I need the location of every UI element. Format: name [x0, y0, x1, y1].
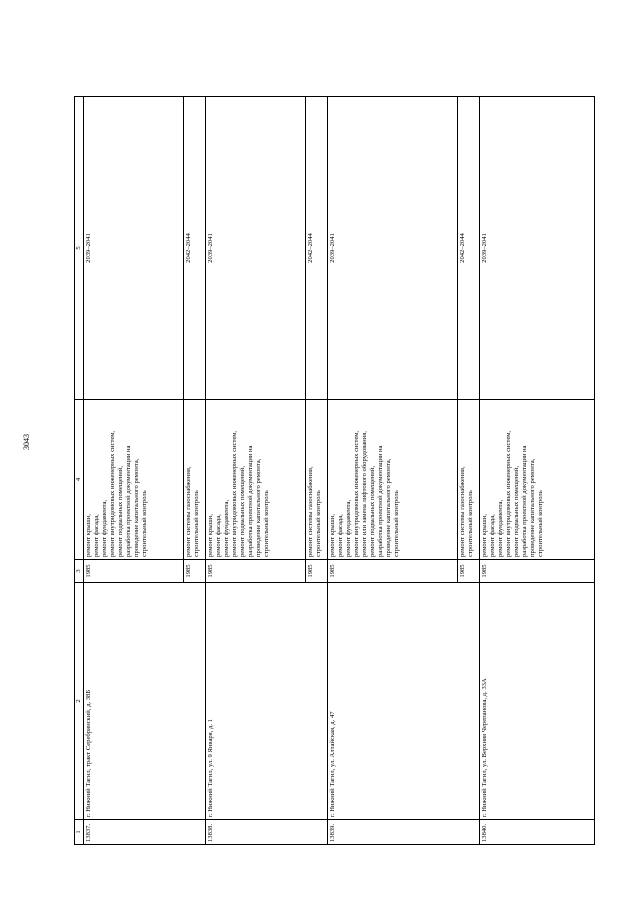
col-header-3: 3 [75, 560, 84, 583]
work-item: проведение капитального ремонта, [255, 458, 262, 557]
work-item: строительный контроль [193, 490, 200, 557]
cell-year: 1985 [306, 560, 328, 583]
work-item: ремонт крыши, [481, 514, 488, 557]
cell-works [184, 400, 206, 560]
table-body [84, 97, 595, 845]
cell-year: 1985 [184, 560, 206, 583]
cell-address: г. Нижний Тагил, ул. Алтайская, д. 47 [328, 583, 480, 820]
cell-number: 13838. [206, 820, 328, 845]
column-number-row [75, 97, 84, 845]
work-item: ремонт внутридомовых инженерных систем, [109, 430, 116, 557]
work-item: ремонт подвальных помещений, [239, 466, 246, 557]
work-item: ремонт системы газоснабжения, [307, 466, 314, 557]
work-item: строительный контроль [537, 490, 544, 557]
cell-number: 13839. [328, 820, 480, 845]
work-item: строительный контроль [315, 490, 322, 557]
work-item: ремонт фундамента, [497, 499, 504, 557]
table-row [206, 97, 306, 845]
work-item: ремонт крыши, [329, 514, 336, 557]
col-header-4: 4 [75, 400, 84, 560]
work-item: ремонт подвальных помещений, [513, 466, 520, 557]
work-item: строительный контроль [141, 490, 148, 557]
work-item: проведение капитального ремонта, [133, 458, 140, 557]
work-item: строительный контроль [467, 490, 474, 557]
col-header-5: 5 [75, 97, 84, 400]
work-item: ремонт фасада, [215, 514, 222, 557]
work-item: строительный контроль [263, 490, 270, 557]
work-item: ремонт или замена лифтового оборудования, [361, 431, 368, 557]
cell-period: 2042–2044 [184, 97, 206, 400]
cell-works [480, 400, 595, 560]
work-item: разработка проектной документации на [125, 445, 132, 557]
cell-period: 2039–2041 [206, 97, 306, 400]
work-item: разработка проектной документации на [521, 445, 528, 557]
cell-year: 1985 [84, 560, 184, 583]
work-item: ремонт крыши, [85, 514, 92, 557]
work-item: проведение капитального ремонта, [529, 458, 536, 557]
work-item: ремонт внутридомовых инженерных систем, [353, 430, 360, 557]
cell-year: 1985 [328, 560, 458, 583]
work-item: ремонт крыши, [207, 514, 214, 557]
work-item: ремонт системы газоснабжения, [185, 466, 192, 557]
work-item: ремонт фундамента, [345, 499, 352, 557]
cell-year: 1985 [458, 560, 480, 583]
work-item: разработка проектной документации на [377, 445, 384, 557]
table-row [480, 97, 595, 845]
cell-works [458, 400, 480, 560]
table-row [84, 97, 184, 845]
work-item: проведение капитального ремонта, [385, 458, 392, 557]
cell-address: г. Нижний Тагил, ул. 9 Января, д. 1 [206, 583, 328, 820]
work-item: ремонт подвальных помещений, [369, 466, 376, 557]
work-item: строительный контроль [393, 490, 400, 557]
cell-works [206, 400, 306, 560]
cell-number: 13837. [84, 820, 206, 845]
work-item: ремонт внутридомовых инженерных систем, [505, 430, 512, 557]
repair-schedule-table [74, 96, 595, 845]
table-row [328, 97, 458, 845]
cell-period: 2042–2044 [306, 97, 328, 400]
cell-number: 13840. [480, 820, 595, 845]
work-item: ремонт подвальных помещений, [117, 466, 124, 557]
cell-address: г. Нижний Тагил, ул. Верхняя Черепанова, д. 33А [480, 583, 595, 820]
cell-period: 2039–2041 [328, 97, 458, 400]
cell-period: 2039–2041 [480, 97, 595, 400]
work-item: ремонт внутридомовых инженерных систем, [231, 430, 238, 557]
work-item: ремонт фундамента, [223, 499, 230, 557]
work-item: разработка проектной документации на [247, 445, 254, 557]
cell-year: 1985 [480, 560, 595, 583]
col-header-2: 2 [75, 583, 84, 820]
work-item: ремонт фасада, [489, 514, 496, 557]
cell-works [328, 400, 458, 560]
cell-period: 2042–2044 [458, 97, 480, 400]
cell-works [306, 400, 328, 560]
col-header-1: 1 [75, 820, 84, 845]
cell-works [84, 400, 184, 560]
cell-address: г. Нижний Тагил, тракт Серебрянский, д. 38Б [84, 583, 206, 820]
page-number: 3043 [22, 434, 31, 450]
cell-period: 2039–2041 [84, 97, 184, 400]
work-item: ремонт фасада, [337, 514, 344, 557]
work-item: ремонт фасада, [93, 514, 100, 557]
work-item: ремонт системы газоснабжения, [459, 466, 466, 557]
work-item: ремонт фундамента, [101, 499, 108, 557]
cell-year: 1985 [206, 560, 306, 583]
rotated-sheet [74, 120, 601, 845]
